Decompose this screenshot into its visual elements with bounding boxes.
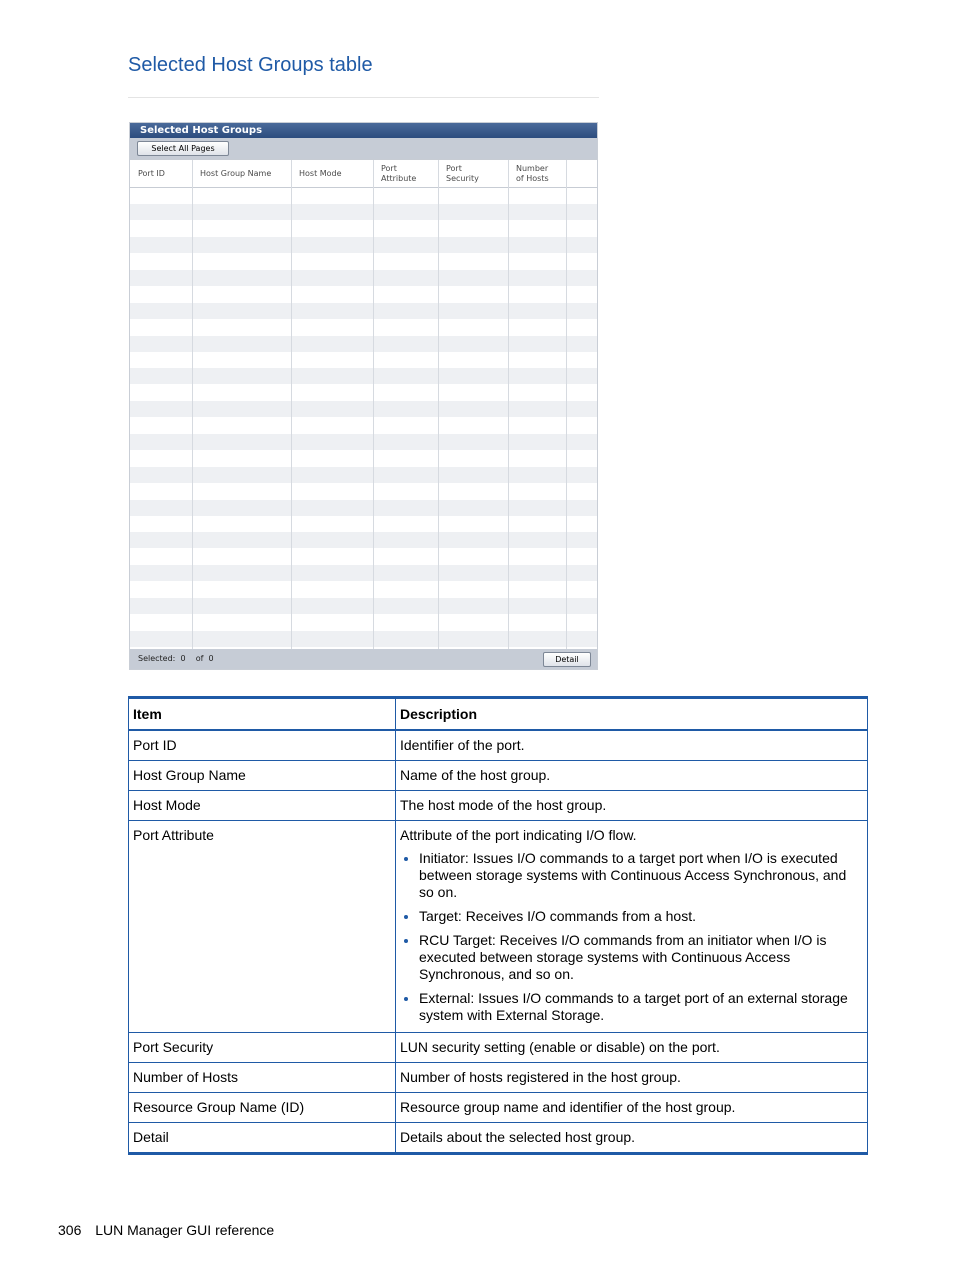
empty-grid-row	[130, 516, 597, 532]
grid-header	[130, 160, 597, 188]
grid-body	[130, 188, 597, 650]
list-item: RCU Target: Receives I/O commands from an initiator when I/O is executed between storage systems with Continuous Access Synchronous, and so on.	[419, 932, 863, 983]
empty-grid-row	[130, 204, 597, 220]
page-footer	[58, 1222, 274, 1238]
list-item: Initiator: Issues I/O commands to a target port when I/O is executed between storage systems with Continuous Access Synchronous, and so on.	[419, 850, 863, 901]
footer-section: LUN Manager GUI reference	[95, 1222, 275, 1238]
column-header-host-mode[interactable]: Host Mode	[299, 168, 342, 178]
empty-grid-row	[130, 385, 597, 401]
empty-grid-row	[130, 500, 597, 516]
select-all-pages-button[interactable]: Select All Pages	[137, 141, 229, 156]
table-row	[129, 761, 868, 791]
row-item: Resource Group Name (ID)	[129, 1093, 396, 1123]
empty-grid-row	[130, 631, 597, 647]
row-item: Port ID	[129, 730, 396, 761]
row-description: Number of hosts registered in the host group.	[396, 1063, 868, 1093]
list-item: Target: Receives I/O commands from a host.	[419, 908, 863, 925]
row-description: Details about the selected host group.	[396, 1123, 868, 1154]
selected-host-groups-panel	[129, 122, 598, 670]
empty-grid-row	[130, 237, 597, 253]
empty-grid-row	[130, 467, 597, 483]
detail-button[interactable]: Detail	[543, 652, 591, 667]
empty-grid-row	[130, 434, 597, 450]
empty-grid-row	[130, 582, 597, 598]
column-divider	[291, 160, 292, 650]
table-row	[129, 730, 868, 761]
section-title: Selected Host Groups table	[128, 54, 373, 76]
empty-grid-row	[130, 319, 597, 335]
item-description-table	[128, 696, 868, 1155]
table-row	[129, 821, 868, 1033]
row-description: Name of the host group.	[396, 761, 868, 791]
table-row	[129, 1033, 868, 1063]
list-item: External: Issues I/O commands to a target port of an external storage system with External Storage.	[419, 990, 863, 1024]
row-description: Identifier of the port.	[396, 730, 868, 761]
empty-grid-row	[130, 565, 597, 581]
column-header-port-attribute[interactable]: Port Attribute	[381, 163, 417, 183]
empty-grid-row	[130, 254, 597, 270]
empty-grid-row	[130, 401, 597, 417]
empty-grid-row	[130, 532, 597, 548]
column-divider	[438, 160, 439, 650]
empty-grid-row	[130, 303, 597, 319]
selection-status	[138, 654, 214, 663]
row-item: Port Security	[129, 1033, 396, 1063]
empty-grid-row	[130, 483, 597, 499]
empty-grid-row	[130, 336, 597, 352]
of-label: of	[195, 654, 204, 663]
empty-grid-row	[130, 450, 597, 466]
selected-count: 0	[180, 654, 186, 663]
row-item: Number of Hosts	[129, 1063, 396, 1093]
empty-grid-row	[130, 598, 597, 614]
table-header-row	[129, 698, 868, 731]
column-header-number-of-hosts[interactable]: Number of Hosts	[516, 163, 549, 183]
empty-grid-row	[130, 270, 597, 286]
row-item: Detail	[129, 1123, 396, 1154]
column-divider	[508, 160, 509, 650]
column-header-host-group-name[interactable]: Host Group Name	[200, 168, 272, 178]
page-number: 306	[58, 1222, 82, 1238]
panel-title: Selected Host Groups	[130, 123, 597, 138]
row-description: The host mode of the host group.	[396, 791, 868, 821]
row-description-text: Attribute of the port indicating I/O flow.	[400, 827, 637, 843]
row-item: Port Attribute	[129, 821, 396, 1033]
column-header-port-id[interactable]: Port ID	[138, 168, 165, 178]
row-item: Host Mode	[129, 791, 396, 821]
table-row	[129, 1123, 868, 1154]
column-header-port-security[interactable]: Port Security	[446, 163, 479, 183]
column-divider	[192, 160, 193, 650]
column-divider	[373, 160, 374, 650]
selected-label: Selected:	[138, 654, 176, 663]
host-groups-grid	[130, 159, 597, 650]
empty-grid-row	[130, 352, 597, 368]
empty-grid-row	[130, 286, 597, 302]
panel-toolbar	[130, 138, 597, 159]
port-attribute-list	[400, 850, 863, 1024]
table-row	[129, 791, 868, 821]
row-item: Host Group Name	[129, 761, 396, 791]
table-row	[129, 1093, 868, 1123]
table-row	[129, 1063, 868, 1093]
panel-status-bar	[130, 649, 597, 669]
header-description: Description	[396, 698, 868, 731]
title-divider	[128, 97, 599, 98]
column-divider	[566, 160, 567, 650]
empty-grid-row	[130, 188, 597, 204]
empty-grid-row	[130, 418, 597, 434]
empty-grid-row	[130, 368, 597, 384]
empty-grid-row	[130, 221, 597, 237]
row-description: LUN security setting (enable or disable) on the port.	[396, 1033, 868, 1063]
row-description	[396, 821, 868, 1033]
empty-grid-row	[130, 614, 597, 630]
row-description: Resource group name and identifier of the host group.	[396, 1093, 868, 1123]
empty-grid-row	[130, 549, 597, 565]
header-item: Item	[129, 698, 396, 731]
total-count: 0	[208, 654, 214, 663]
